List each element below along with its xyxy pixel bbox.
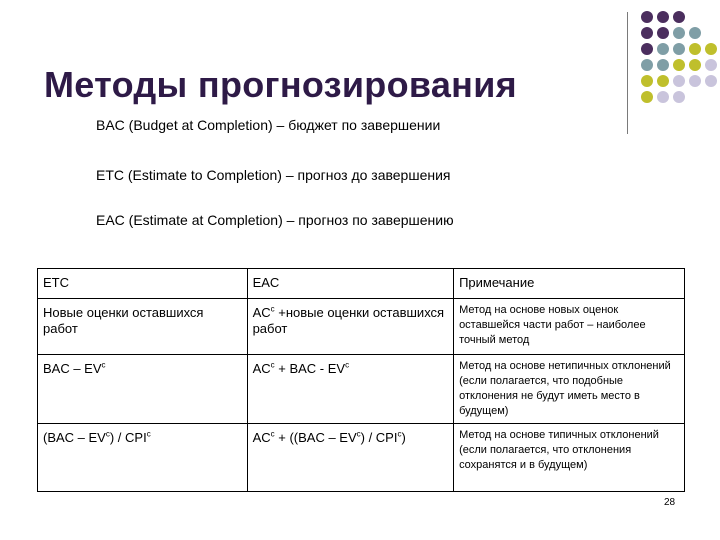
dot — [641, 75, 653, 87]
header-etc: ETC — [38, 269, 248, 299]
cell-etc: BAC – $EV^c$ — [38, 355, 248, 424]
cell-etc: Новые оценки оставшихся работ — [38, 299, 248, 355]
dot — [705, 59, 717, 71]
table-row — [38, 424, 685, 492]
title-divider — [627, 12, 628, 134]
cell-eac: $AC^c$ + BAC - $EV^c$ — [247, 355, 454, 424]
table-row — [38, 355, 685, 424]
dot — [641, 43, 653, 55]
dot — [641, 11, 653, 23]
cell-etc: $(BAC - EV^c) / CPI^c$ — [38, 424, 248, 492]
dot — [689, 27, 701, 39]
dot — [641, 59, 653, 71]
header-eac: EAC — [247, 269, 454, 299]
dot — [689, 75, 701, 87]
dot — [641, 27, 653, 39]
slide-title: Методы прогнозирования — [44, 64, 517, 105]
cell-eac: $AC^c + ((BAC - EV^c) / CPI^c)$ — [247, 424, 454, 492]
dot — [689, 59, 701, 71]
bullet-eac: EAC (Estimate at Completion) – прогноз по завершению — [96, 212, 454, 228]
forecast-methods-table — [37, 268, 685, 492]
bullet-bac: BAC (Budget at Completion) – бюджет по завершении — [96, 117, 441, 133]
dot — [673, 11, 685, 23]
decorative-dot-grid — [640, 10, 718, 122]
bullet-etc: ETC (Estimate to Completion) – прогноз до завершения — [96, 167, 451, 183]
table-row — [38, 299, 685, 355]
dot — [673, 43, 685, 55]
dot — [641, 91, 653, 103]
cell-note: Метод на основе новых оценок оставшейся части работ – наиболее точный метод — [454, 299, 685, 355]
dot — [657, 43, 669, 55]
dot — [657, 11, 669, 23]
dot — [689, 43, 701, 55]
dot — [673, 75, 685, 87]
dot — [673, 27, 685, 39]
dot — [657, 59, 669, 71]
dot — [657, 75, 669, 87]
table-header-row — [38, 269, 685, 299]
page-number: 28 — [664, 497, 676, 508]
dot — [705, 75, 717, 87]
dot — [657, 27, 669, 39]
cell-note: Метод на основе нетипичных отклонений (если полагается, что подобные отклонения не будут иметь место в будущем) — [454, 355, 685, 424]
dot — [673, 59, 685, 71]
cell-eac: $AC^c$ +новые оценки оставшихся работ — [247, 299, 454, 355]
dot — [673, 91, 685, 103]
cell-note: Метод на основе типичных отклонений (если полагается, что отклонения сохранятся и в будущем) — [454, 424, 685, 492]
dot — [705, 43, 717, 55]
header-note: Примечание — [454, 269, 685, 299]
dot — [657, 91, 669, 103]
